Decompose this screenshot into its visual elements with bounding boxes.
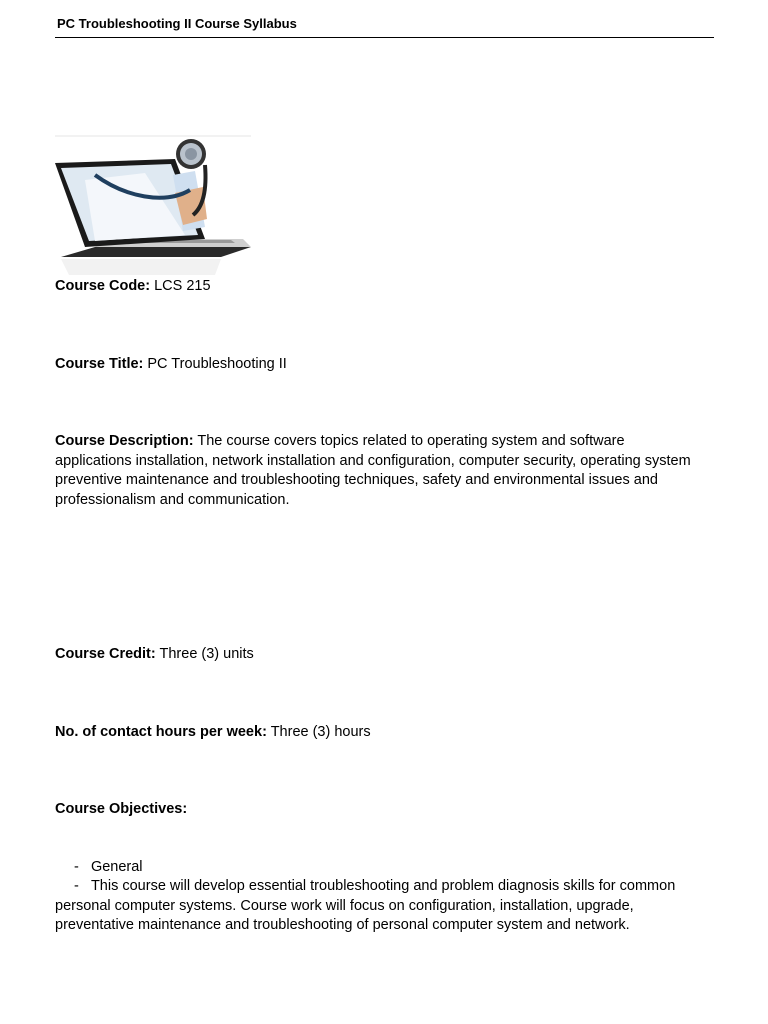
objective-text: This course will develop essential troubleshooting and problem diagnosis skills for common personal computer systems. Course work will focus on configuration, installation, upgrade, preventative maintenance and troubleshooting of personal computer system and network. bbox=[55, 878, 676, 933]
course-code-label: Course Code: bbox=[55, 278, 151, 294]
course-objectives-label: Course Objectives: bbox=[55, 801, 188, 817]
course-credit-label: Course Credit: bbox=[55, 646, 156, 662]
objective-marker: - bbox=[74, 878, 79, 894]
laptop-stethoscope-icon bbox=[55, 135, 251, 277]
contact-hours-value: Three (3) hours bbox=[270, 724, 371, 740]
objective-marker: - bbox=[74, 859, 79, 875]
course-title-value: PC Troubleshooting II bbox=[147, 356, 287, 372]
course-title-field bbox=[55, 355, 695, 375]
course-credit-value: Three (3) units bbox=[159, 646, 254, 662]
course-credit-field bbox=[55, 645, 695, 665]
header-divider bbox=[55, 37, 714, 38]
page-header-title: PC Troubleshooting II Course Syllabus bbox=[57, 16, 297, 31]
course-code-field bbox=[55, 277, 695, 297]
course-objectives-heading bbox=[55, 800, 695, 820]
course-description-field bbox=[55, 432, 695, 510]
objective-item bbox=[55, 858, 695, 878]
objective-text: General bbox=[90, 859, 143, 875]
course-description-value: The course covers topics related to operating system and software applications installation, network installation and configuration, computer security, operating system preventive maintenance and troubleshooting techniques, safety and environmental issues and professionalism and communication. bbox=[55, 433, 691, 508]
objective-item bbox=[55, 877, 695, 936]
course-code-value: LCS 215 bbox=[154, 278, 211, 294]
contact-hours-field bbox=[55, 723, 695, 743]
contact-hours-label: No. of contact hours per week: bbox=[55, 724, 267, 740]
course-title-label: Course Title: bbox=[55, 356, 144, 372]
course-description-label: Course Description: bbox=[55, 433, 194, 449]
